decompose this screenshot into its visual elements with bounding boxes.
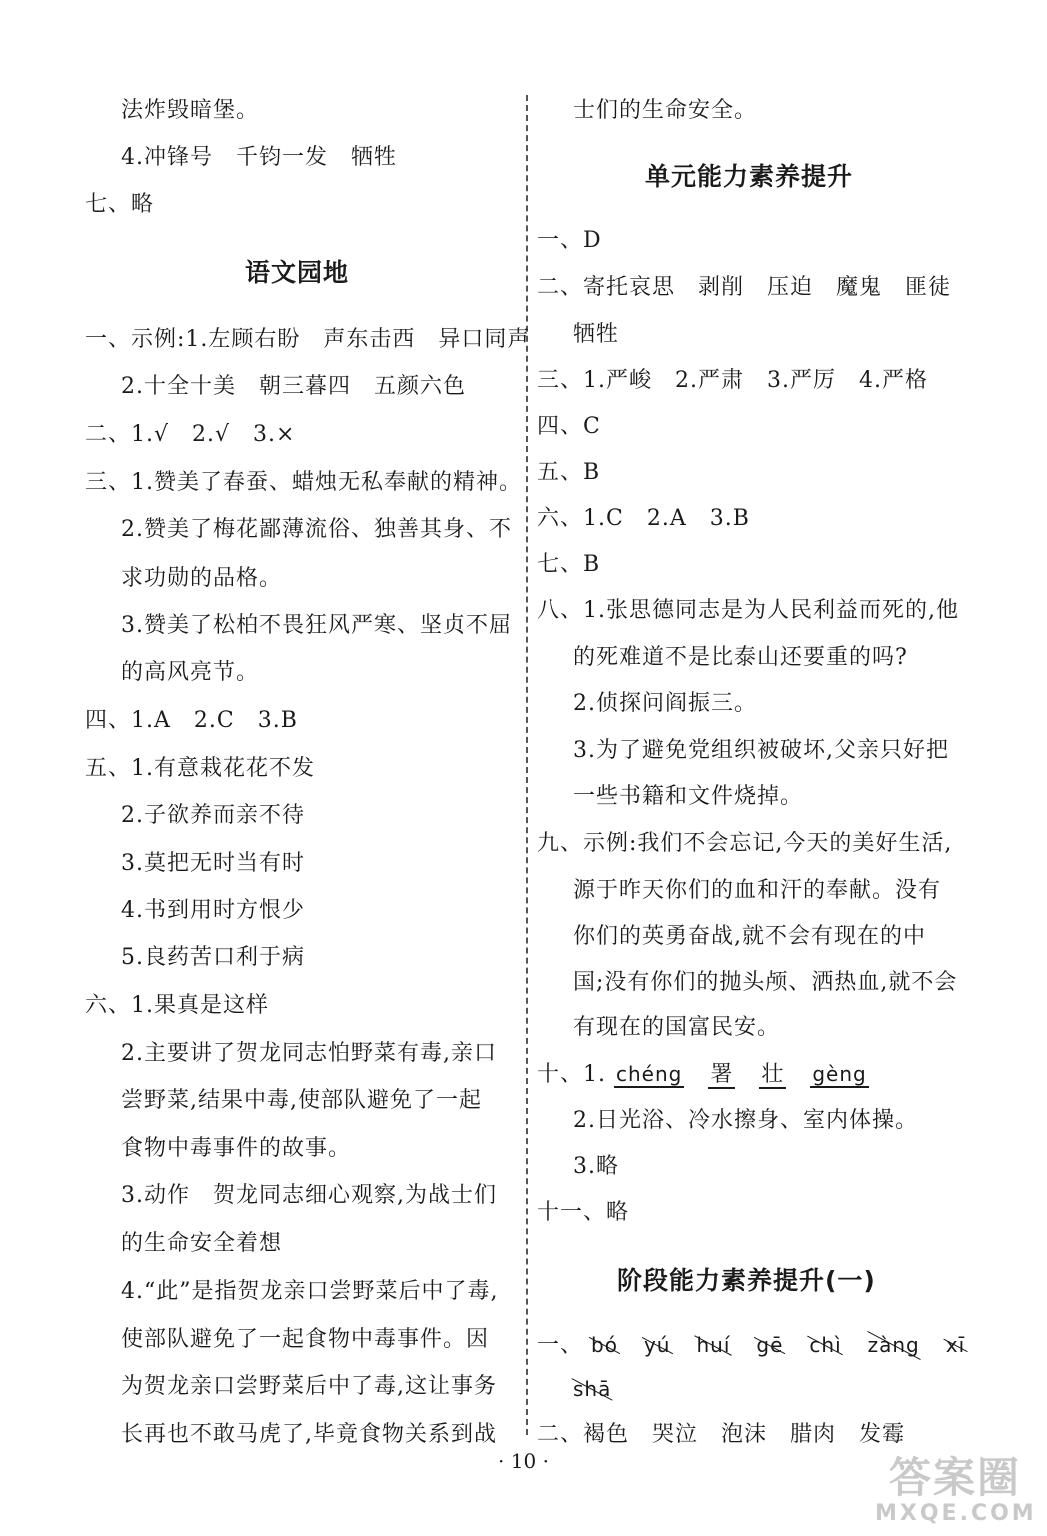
answer-line: 二、寄托哀思 剥削 压迫 魔鬼 匪徒 xyxy=(537,275,952,300)
answer-line: 十一、略 xyxy=(537,1200,630,1225)
answer-line: 5.良药苦口利于病 xyxy=(121,945,305,970)
answer-line: 长再也不敢马虎了,毕竟食物关系到战 xyxy=(121,1422,497,1447)
answer-line: 尝野菜,结果中毒,使部队避免了一起 xyxy=(121,1088,482,1113)
crossed-pinyin: yú xyxy=(644,1330,671,1360)
answer-line: 2.日光浴、冷水擦身、室内体操。 xyxy=(573,1108,918,1133)
answer-line: 2.主要讲了贺龙同志怕野菜有毒,亲口 xyxy=(121,1041,497,1066)
answer-line: 的高风亮节。 xyxy=(121,660,260,685)
crossed-pinyin: shā xyxy=(573,1374,611,1404)
answer-line: 四、C xyxy=(537,414,601,439)
answer-line: 士们的生命安全。 xyxy=(573,98,758,123)
answer-line: 3.为了避免党组织被破坏,父亲只好把 xyxy=(573,738,949,763)
answer-line: 有现在的国富民安。 xyxy=(573,1015,781,1040)
crossed-pinyin: zàng xyxy=(868,1330,920,1360)
crossed-pinyin: chì xyxy=(809,1330,841,1360)
answer-line: 3.赞美了松柏不畏狂风严寒、坚贞不屈 xyxy=(121,613,512,638)
answer-line: 的死难道不是比泰山还要重的吗? xyxy=(573,645,908,670)
answer-line: 源于昨天你们的血和汗的奉献。没有 xyxy=(573,878,942,903)
answer-line: 3.莫把无时当有时 xyxy=(121,851,305,876)
answer-line: 4.书到用时方恨少 xyxy=(121,898,305,923)
answer-line: 为贺龙亲口尝野菜后中了毒,这让事务 xyxy=(121,1374,497,1399)
answer-line: 使部队避免了一起食物中毒事件。因 xyxy=(121,1327,490,1352)
answer-line: 二、1.√ 2.√ 3.× xyxy=(85,422,296,447)
section-heading-yuwen-yuandi: 语文园地 xyxy=(245,258,350,287)
crossed-pinyin: huí xyxy=(696,1330,730,1360)
answer-line: 六、1.果真是这样 xyxy=(85,993,269,1018)
answer-line: 3.略 xyxy=(573,1154,619,1179)
answer-line: 牺牲 xyxy=(573,322,620,347)
answer-line: 4.“此”是指贺龙亲口尝野菜后中了毒, xyxy=(121,1279,499,1304)
answer-line: 七、略 xyxy=(85,192,155,217)
answer-line: 三、1.严峻 2.严肃 3.严厉 4.严格 xyxy=(537,368,928,393)
answer-line: 2.侦探问阎振三。 xyxy=(573,691,757,716)
watermark-logo: 答案圈 MXQE.COM xyxy=(875,1453,1037,1526)
answer-line: 九、示例:我们不会忘记,今天的美好生活, xyxy=(537,831,953,856)
answer-line: 的生命安全着想 xyxy=(121,1231,283,1256)
answer-line: 法炸毁暗堡。 xyxy=(121,98,260,123)
answer-line: 一、示例:1.左顾右盼 声东击西 异口同声 xyxy=(85,327,531,352)
answer-line: 八、1.张思德同志是为人民利益而死的,他 xyxy=(537,598,959,623)
answer-line: 二、褐色 哭泣 泡沫 腊肉 发霉 xyxy=(537,1422,906,1447)
page-number: · 10 · xyxy=(498,1449,549,1473)
answer-line: 求功勋的品格。 xyxy=(121,566,283,591)
crossed-pinyin: xī xyxy=(946,1330,965,1360)
answer-line: 国;没有你们的抛头颅、洒热血,就不会 xyxy=(573,970,958,995)
section-heading-jieduan: 阶段能力素养提升(一) xyxy=(617,1266,876,1295)
answer-line-pinyin: 十、1. chéng 署 壮 gèng xyxy=(537,1062,867,1087)
answer-line: 四、1.A 2.C 3.B xyxy=(85,708,298,733)
answer-line: 2.子欲养而亲不待 xyxy=(121,803,305,828)
answer-line: 三、1.赞美了春蚕、蜡烛无私奉献的精神。 xyxy=(85,470,522,495)
section-heading-danyuan: 单元能力素养提升 xyxy=(645,162,854,191)
answer-line: 你们的英勇奋战,就不会有现在的中 xyxy=(573,924,926,949)
answer-line: 一、D xyxy=(537,228,602,253)
answer-line: 一些书籍和文件烧掉。 xyxy=(573,784,804,809)
answer-line-pinyin-crossed xyxy=(537,1374,629,1405)
answer-line: 食物中毒事件的故事。 xyxy=(121,1136,352,1161)
column-divider xyxy=(526,95,528,1435)
answer-line: 五、B xyxy=(537,460,601,485)
answer-line: 4.冲锋号 千钧一发 牺牲 xyxy=(121,145,397,170)
answer-line: 五、1.有意栽花花不发 xyxy=(85,756,315,781)
answer-line: 2.十全十美 朝三暮四 五颜六色 xyxy=(121,374,466,399)
answer-line: 七、B xyxy=(537,552,601,577)
crossed-pinyin: gē xyxy=(756,1330,783,1360)
answer-line-pinyin-crossed: 一、 bó yú huí gē chì zàng xī xyxy=(537,1330,983,1361)
crossed-pinyin: bó xyxy=(591,1330,618,1360)
answer-line: 六、1.C 2.A 3.B xyxy=(537,506,750,531)
answer-line: 3.动作 贺龙同志细心观察,为战士们 xyxy=(121,1183,497,1208)
answer-line: 2.赞美了梅花鄙薄流俗、独善其身、不 xyxy=(121,517,512,542)
